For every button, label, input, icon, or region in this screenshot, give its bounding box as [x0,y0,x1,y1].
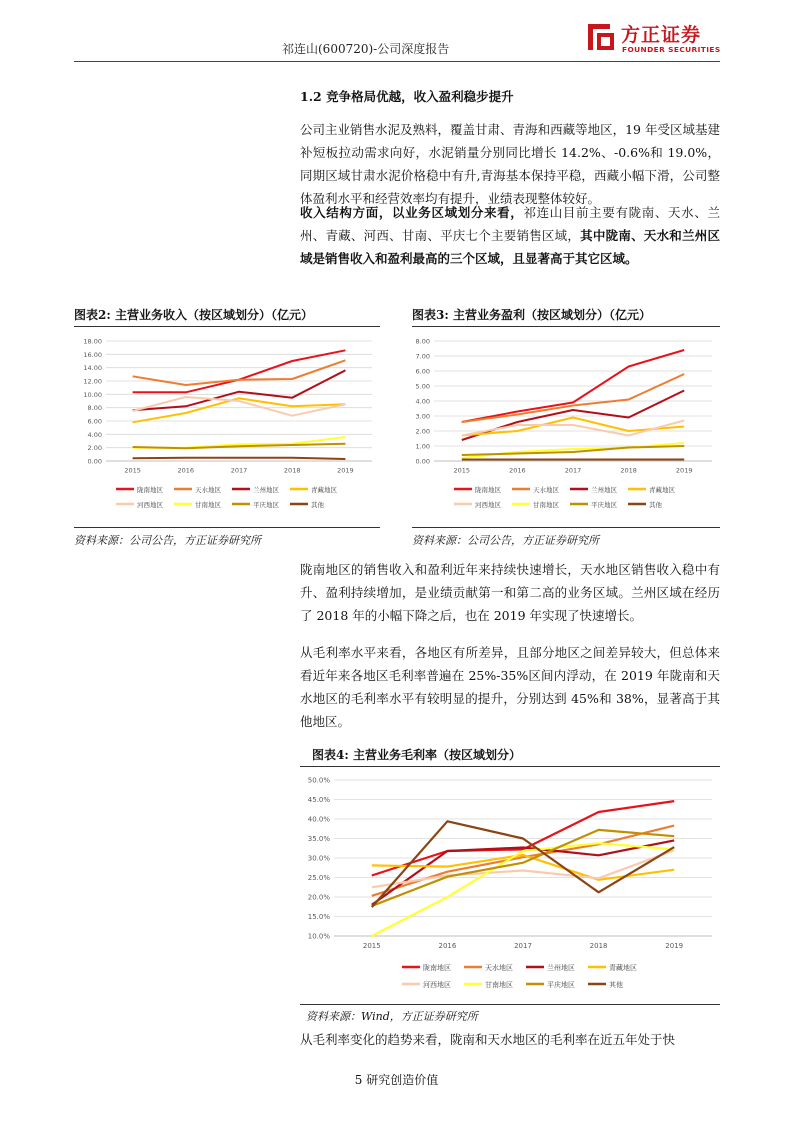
y-tick-label: 10.0% [307,932,330,941]
y-tick-label: 5.00 [415,382,430,391]
figure-3-title: 图表3: 主营业务盈利（按区域划分）（亿元） [412,308,651,322]
series-line-pingqing [462,446,684,455]
x-tick-label: 2019 [665,942,684,950]
report-title: 祁连山(600720)-公司深度报告 [282,42,450,56]
figure-3-rule [412,326,720,327]
legend-label-lanzhou: 兰州地区 [547,964,575,972]
y-tick-label: 8.00 [415,337,430,346]
logo-text-cn: 方正证券 [621,24,702,46]
y-tick-label: 4.00 [415,397,430,406]
y-tick-label: 6.00 [87,417,102,426]
legend-label-other: 其他 [609,981,623,989]
legend-label-gannan: 甘南地区 [485,981,513,989]
y-tick-label: 30.0% [307,854,330,863]
series-line-other [133,458,346,459]
y-tick-label: 8.00 [87,404,102,413]
legend-label-longnan: 陇南地区 [423,964,451,972]
paragraph-5: 从毛利率变化的趋势来看，陇南和天水地区的毛利率在近五年处于快 [300,1032,676,1047]
figure-4-source: 资料来源：Wind，方正证券研究所 [306,1010,478,1023]
paragraph-2 [300,201,720,270]
x-tick-label: 2019 [675,466,693,475]
legend-label-longnan: 陇南地区 [475,486,501,494]
figure-4-rule [300,766,720,767]
x-tick-label: 2017 [230,466,248,475]
y-tick-label: 16.00 [83,350,102,359]
x-tick-label: 2017 [564,466,582,475]
legend-label-other: 其他 [649,501,662,509]
margin-chart [300,770,720,1000]
x-tick-label: 2018 [283,466,301,475]
y-tick-label: 7.00 [415,352,430,361]
legend-label-qingzang: 青藏地区 [311,486,337,494]
header-divider [74,61,720,62]
series-line-other [372,821,674,907]
legend-label-hexi: 河西地区 [137,501,163,509]
figure-2-bottom-rule [74,527,380,528]
legend-label-qingzang: 青藏地区 [649,486,675,494]
legend-label-hexi: 河西地区 [475,501,501,509]
y-tick-label: 15.0% [307,913,330,921]
y-tick-label: 50.0% [307,776,330,785]
y-tick-label: 14.00 [83,364,102,373]
legend-label-qingzang: 青藏地区 [609,964,637,972]
paragraph-4: 从毛利率水平来看，各地区有所差异，且部分地区之间差异较大，但总体来看近年来各地区毛利率普遍在 25%-35%区间内浮动，在 2019 年陇南和天水地区的毛利率水平有较明显的提升，分别达到 45%和 38%，显著高于其他地区。 [300,645,720,729]
legend-label-hexi: 河西地区 [423,981,451,989]
legend-label-other: 其他 [311,501,324,509]
y-tick-label: 10.00 [83,390,102,399]
y-tick-label: 2.00 [415,427,430,436]
x-tick-label: 2015 [124,466,141,475]
figure-2-rule [74,326,380,327]
series-line-qingzang [462,418,684,436]
x-tick-label: 2016 [509,466,526,475]
legend-label-lanzhou: 兰州地区 [591,486,617,494]
x-tick-label: 2018 [589,942,608,950]
y-tick-label: 18.00 [83,337,102,346]
x-tick-label: 2018 [620,466,637,475]
y-tick-label: 25.0% [307,874,330,882]
legend-label-gannan: 甘南地区 [195,501,221,509]
founder-logo-icon [586,22,616,52]
legend-label-tianshui: 天水地区 [195,486,221,494]
x-tick-label: 2015 [362,942,381,950]
x-tick-label: 2016 [177,466,195,475]
logo-text-en: FOUNDER SECURITIES [622,45,721,54]
paragraph-2-bold-lead: 收入结构方面，以业务区域划分来看， [300,205,524,220]
paragraph-2-bold-conclusion: 其中陇南、天水和兰州区域是销售收入和盈利最高的三个区域，且显著高于其它区域。 [300,228,720,266]
series-line-lanzhou [133,370,346,410]
legend-label-pingqing: 平庆地区 [253,501,279,509]
legend-label-longnan: 陇南地区 [137,486,163,494]
figure-3-bottom-rule [412,527,720,528]
y-tick-label: 0.00 [87,457,102,466]
legend-label-tianshui: 天水地区 [485,964,513,972]
legend-label-pingqing: 平庆地区 [547,981,575,989]
figure-3-source: 资料来源：公司公告，方正证券研究所 [412,534,599,547]
page-footer: 5 研究创造价值 [354,1073,439,1087]
figure-2-source: 资料来源：公司公告，方正证券研究所 [74,534,261,547]
y-tick-label: 20.0% [307,893,330,902]
y-tick-label: 1.00 [415,442,430,451]
x-tick-label: 2017 [514,942,532,950]
legend-label-lanzhou: 兰州地区 [253,486,279,494]
legend-label-gannan: 甘南地区 [533,501,559,509]
y-tick-label: 12.00 [83,377,102,386]
y-tick-label: 6.00 [415,367,430,376]
y-tick-label: 40.0% [307,815,330,824]
paragraph-2-body: 祁连山目前主要有陇南、天水、兰州、青藏、河西、甘南、平庆七个主要销售区域， [300,205,720,243]
figure-4-bottom-rule [300,1004,720,1005]
revenue-chart [74,332,380,522]
legend-label-pingqing: 平庆地区 [591,501,617,509]
paragraph-3: 陇南地区的销售收入和盈利近年来持续快速增长，天水地区销售收入稳中有升、盈利持续增加，是业绩贡献第一和第二高的业务区域。兰州区域在经历了 2018 年的小幅下降之后，也在 2019 年实现了快速增长。 [300,562,720,623]
y-tick-label: 3.00 [415,412,430,421]
legend-label-tianshui: 天水地区 [533,486,559,494]
figure-2-title: 图表2: 主营业务收入（按区域划分）（亿元） [74,308,313,322]
x-tick-label: 2016 [438,942,457,950]
paragraph-1: 公司主业销售水泥及熟料，覆盖甘肃、青海和西藏等地区，19 年受区域基建补短板拉动需求向好，水泥销量分别同比增长 14.2%、-0.6%和 19.0%，同期区域甘肃水泥价格稳中有升,青海基本保持平稳，西藏小幅下滑，公司整体盈利水平和经营效率均有提升，业绩表现整体较好。 [300,122,720,206]
figure-4-title: 图表4: 主营业务毛利率（按区域划分） [312,748,521,762]
profit-chart [412,332,720,522]
x-tick-label: 2015 [453,466,471,475]
y-tick-label: 0.00 [415,457,430,466]
x-tick-label: 2019 [337,466,354,475]
series-line-gannan [462,443,684,458]
y-tick-label: 2.00 [87,444,102,453]
y-tick-label: 45.0% [307,796,330,804]
y-tick-label: 4.00 [87,430,102,439]
y-tick-label: 35.0% [307,835,330,843]
section-heading: 1.2 竞争格局优越，收入盈利稳步提升 [300,89,514,104]
